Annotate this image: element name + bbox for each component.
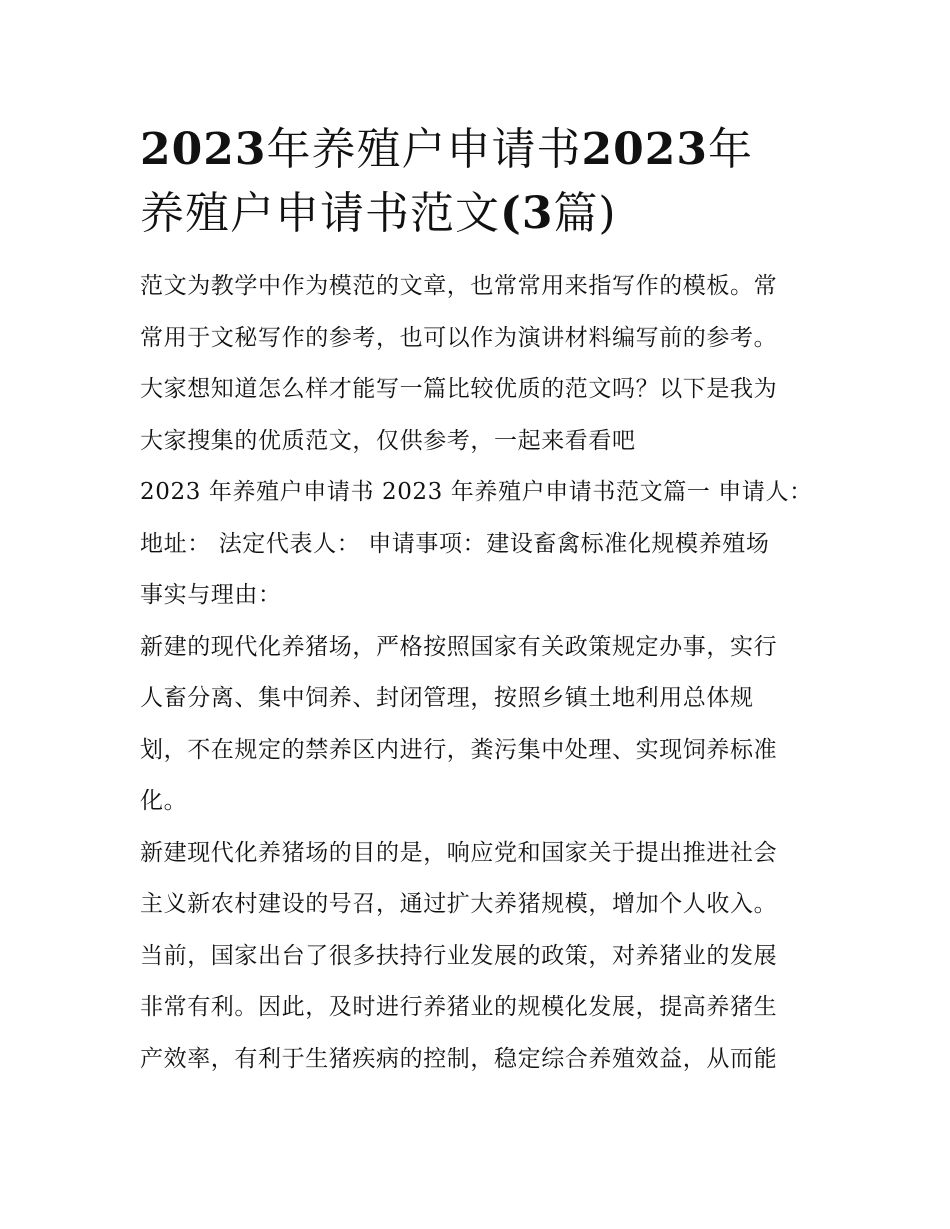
body-line: 人畜分离、集中饲养、封闭管理，按照乡镇土地利用总体规 [140, 685, 754, 711]
title-line-1 [140, 118, 800, 182]
body-line: 2023 年养殖户申请书 2023 年养殖户申请书范文篇一 申请人： [140, 479, 813, 505]
body-line: 主义新农村建设的号召，通过扩大养猪规模，增加个人收入。 [140, 891, 778, 917]
body-line: 事实与理由： [140, 582, 282, 608]
body-line: 新建现代化养猪场的目的是，响应党和国家关于提出推进社会 [140, 839, 778, 866]
document-body [140, 261, 820, 1085]
title-count: (3 [500, 188, 554, 239]
document-page [140, 118, 820, 1085]
body-line: 当前，国家出台了很多扶持行业发展的政策，对养猪业的发展 [140, 942, 778, 969]
title-text-3: 养殖户申请书范文 [140, 188, 500, 239]
title-line-2 [140, 182, 800, 246]
body-line: 产效率，有利于生猪疾病的控制，稳定综合养殖效益，从而能 [140, 1045, 778, 1072]
document-title [140, 118, 800, 246]
title-text-4: 篇) [553, 188, 617, 239]
body-line: 大家想知道怎么样才能写一篇比较优质的范文吗？以下是我为 [140, 376, 778, 402]
body-line: 大家搜集的优质范文，仅供参考，一起来看看吧 [140, 427, 636, 454]
body-line: 划，不在规定的禁养区内进行，粪污集中处理、实现饲养标准 [140, 736, 778, 763]
title-text-2: 年 [707, 124, 753, 175]
body-line: 非常有利。因此，及时进行养猪业的规模化发展，提高养猪生 [140, 994, 778, 1020]
body-line: 化。 [140, 788, 188, 814]
body-line: 范文为教学中作为模范的文章，也常常用来指写作的模板。常 [140, 273, 778, 299]
title-text-1: 年养殖户申请书 [266, 124, 582, 175]
body-line: 新建的现代化养猪场，严格按照国家有关政策规定办事，实行 [140, 633, 778, 660]
body-line: 地址： 法定代表人： 申请事项：建设畜禽标准化规模养殖场 [140, 530, 770, 557]
title-year-2: 2023 [581, 124, 708, 175]
body-line: 常用于文秘写作的参考，也可以作为演讲材料编写前的参考。 [140, 324, 778, 351]
title-year-1: 2023 [140, 124, 267, 175]
